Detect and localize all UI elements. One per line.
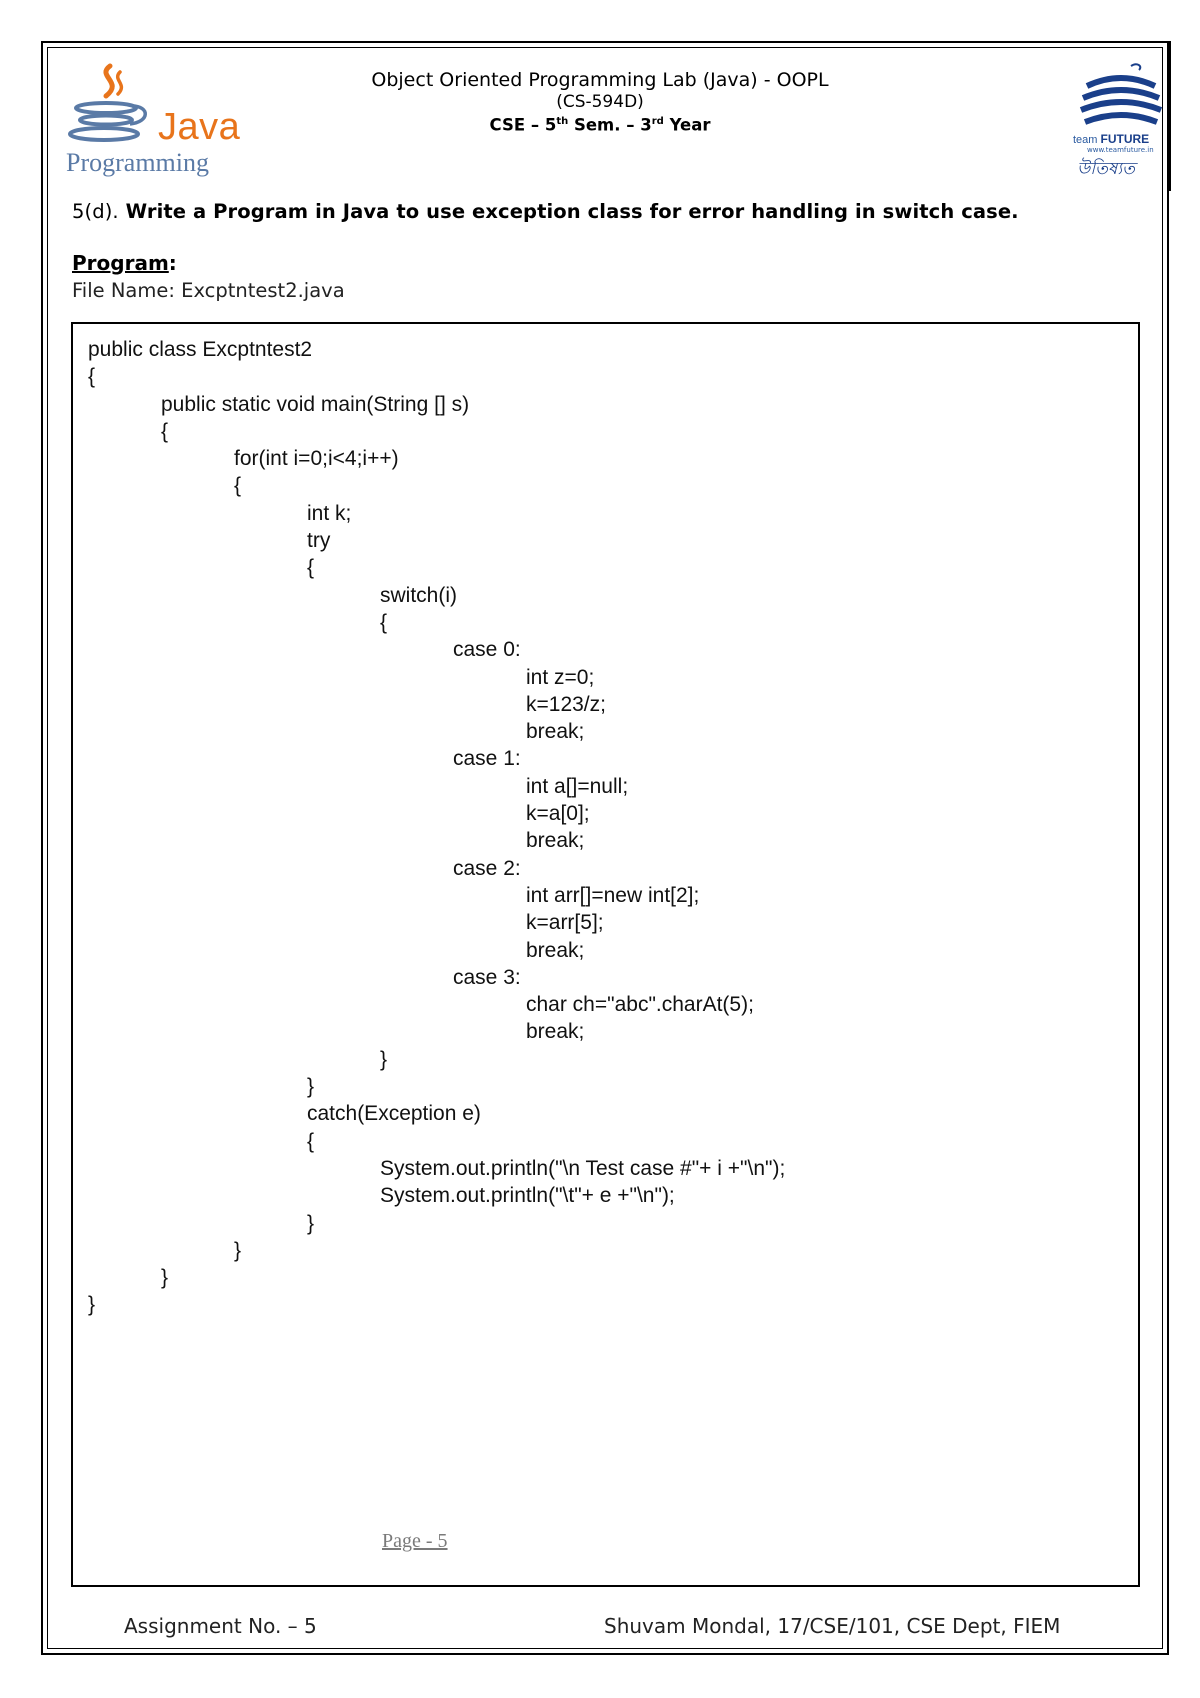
code-line: switch(i): [380, 583, 457, 607]
code-line: break;: [526, 1020, 585, 1044]
question-statement: [72, 200, 1019, 223]
code-box: [71, 322, 1140, 1587]
code-line: public class Excptntest2: [88, 338, 313, 361]
code-line: k=a[0];: [526, 802, 590, 826]
java-logo-brand: Java: [158, 106, 241, 148]
page-number: Page - 5: [382, 1530, 448, 1552]
code-line: public static void main(String [] s): [161, 392, 470, 416]
code-line: System.out.println("\t"+ e +"\n");: [380, 1184, 675, 1208]
code-line: k=arr[5];: [526, 911, 604, 935]
code-line: {: [88, 365, 96, 389]
code-line: {: [380, 610, 388, 634]
code-line: {: [234, 474, 242, 498]
java-logo-subtitle: Programming: [66, 148, 209, 177]
code-line: }: [307, 1211, 315, 1235]
code-line: try: [307, 529, 331, 553]
team-future-book-icon: [1073, 60, 1169, 132]
code-line: {: [307, 556, 315, 580]
program-heading: Program:: [72, 251, 177, 275]
footer-author: Shuvam Mondal, 17/CSE/101, CSE Dept, FIEM: [604, 1614, 1061, 1638]
code-line: break;: [526, 938, 585, 962]
code-line: System.out.println("\n Test case #"+ i +"\n");: [380, 1156, 786, 1180]
code-line: }: [307, 1075, 315, 1099]
code-line: {: [307, 1129, 315, 1153]
footer-assignment: Assignment No. – 5: [124, 1614, 317, 1638]
team-future-bengali: উতিষ্যত: [1077, 159, 1135, 179]
question-text: Write a Program in Java to use exception class for error handling in switch case.: [118, 200, 1019, 223]
code-line: }: [234, 1238, 242, 1262]
team-future-url: www.teamfuture.in: [1087, 146, 1154, 154]
code-line: break;: [526, 720, 585, 744]
semester-line: CSE – 5th Sem. – 3rd Year: [489, 115, 711, 135]
team-future-text: team FUTURE: [1073, 132, 1150, 146]
code-line: case 1:: [453, 747, 521, 771]
java-cup-icon: [66, 62, 158, 148]
code-line: for(int i=0;i<4;i++): [234, 447, 399, 471]
document-header: [350, 68, 850, 138]
code-line: int a[]=null;: [526, 774, 629, 798]
code-line: }: [88, 1293, 96, 1317]
code-line: char ch="abc".charAt(5);: [526, 993, 754, 1017]
code-line: case 2:: [453, 856, 521, 880]
code-line: int z=0;: [526, 665, 595, 689]
file-name: File Name: Excptntest2.java: [72, 279, 345, 302]
course-code: (CS-594D): [556, 92, 644, 112]
code-line: catch(Exception e): [307, 1102, 481, 1126]
team-future-logo: [1073, 60, 1169, 180]
question-number: 5(d).: [72, 200, 119, 223]
code-line: {: [161, 419, 169, 443]
code-line: }: [380, 1047, 388, 1071]
code-line: case 3:: [453, 965, 521, 989]
code-line: int k;: [307, 501, 352, 525]
code-line: case 0:: [453, 638, 521, 662]
code-line: }: [161, 1266, 169, 1290]
java-programming-logo: [66, 62, 246, 180]
course-title: Object Oriented Programming Lab (Java) - OOPL: [371, 69, 829, 91]
code-listing: [88, 336, 785, 1319]
code-line: break;: [526, 829, 585, 853]
code-line: k=123/z;: [526, 692, 606, 716]
page-border-tick: [1168, 41, 1176, 191]
code-line: int arr[]=new int[2];: [526, 883, 700, 907]
